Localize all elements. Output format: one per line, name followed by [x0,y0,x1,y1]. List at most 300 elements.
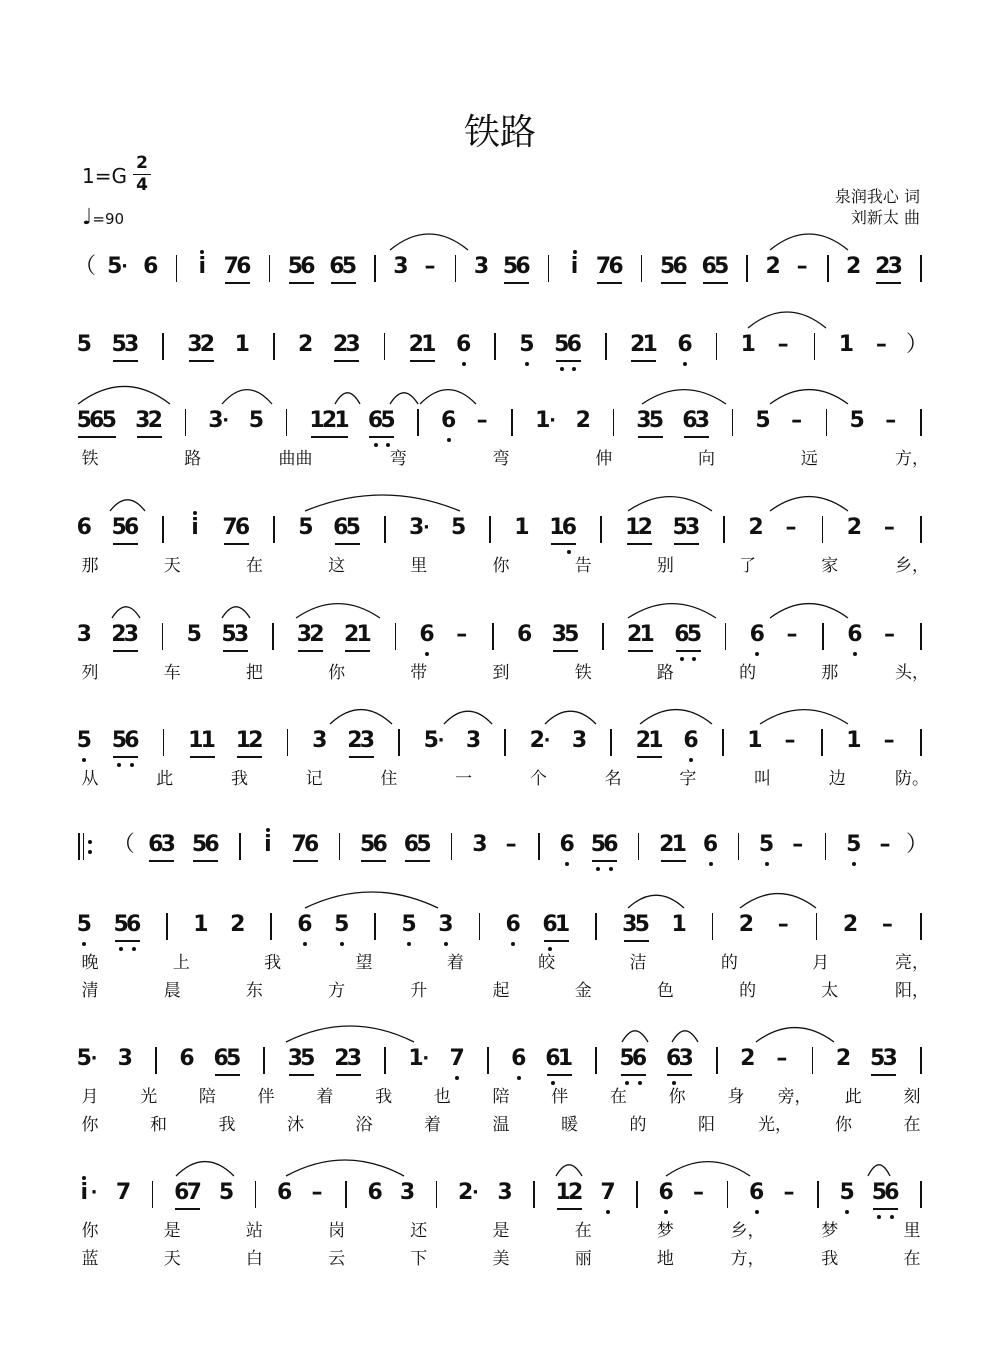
lyric-word: 这 [328,556,346,576]
note: 1 [200,728,216,753]
lyric-word: 路 [184,449,202,469]
slur-arc [642,390,726,404]
underline-beam [215,1074,240,1076]
note: 6 [304,832,320,857]
note: 5 [111,728,128,753]
note: – [796,254,808,279]
note: 2 [458,1180,474,1205]
note: 3 [160,832,176,857]
note: 3 [636,408,652,433]
bar-line [155,1047,157,1074]
lyric-word: 白 [245,1249,263,1269]
bar-line [613,409,615,436]
octave-dot-low [374,443,378,447]
slur-arc [666,1162,750,1176]
lyric-word: 站 [245,1221,263,1241]
note: 5 [225,1046,242,1071]
note: 6 [559,832,575,857]
lyric-word: 在 [245,556,263,576]
slur-arc [628,604,716,618]
lyric-word: 字 [679,769,697,789]
note: 6 [674,622,690,647]
note: 1 [846,728,862,753]
bar-line [920,409,922,436]
note: – [777,332,789,357]
note: – [885,408,897,433]
bar-line [286,409,288,436]
note: 1 [234,332,250,357]
note: – [692,1180,704,1205]
bar-line [822,623,824,650]
note: 5 [423,728,439,753]
lyric-word: 曲曲 [278,449,313,469]
underline-beam [223,650,248,652]
slur-arc [770,604,848,618]
bar-line [610,729,612,756]
note: – [879,832,891,857]
note: 5 [672,515,688,540]
slur-arc [628,895,684,908]
bar-line [273,516,275,543]
bar-line [436,1181,438,1208]
underline-beam [175,1208,200,1210]
slurs [0,728,1000,729]
note: 3 [393,254,409,279]
note: 2 [637,515,653,540]
underline-beam [628,650,653,652]
note: 1 [356,622,372,647]
bar-line [176,255,178,282]
lyric-word: 你 [81,1115,99,1135]
lyric-word: 色 [656,981,674,1001]
bar-line [826,409,828,436]
slurs [0,912,1000,913]
note: 5 [380,408,396,433]
underline-beam [684,436,709,438]
bar-line [920,729,922,756]
lyric-word: 伴 [551,1087,569,1107]
lyric-word: 清 [81,981,99,1001]
tempo-value: =90 [92,210,125,228]
note: 5 [107,254,123,279]
underline-beam [597,282,622,284]
note: 6 [333,515,349,540]
note: 6 [505,912,521,937]
bar-line [538,833,540,860]
bar-line [548,255,550,282]
note: 6 [677,332,693,357]
note: 6 [125,912,142,937]
repeat-sign-thin [83,833,84,860]
note: 2 [765,254,781,279]
octave-dot-low [567,550,571,554]
underline-beam [361,860,386,862]
note: 1 [549,515,565,540]
note: 1 [642,332,658,357]
note: 6 [672,254,688,279]
underline-beam [349,756,374,758]
note: 5 [334,912,350,937]
note: 6 [682,408,698,433]
bar-line [489,516,491,543]
lyric-word: 在 [574,1221,592,1241]
lyric-word: 了 [739,556,757,576]
note: 3 [399,1180,416,1205]
bar-line [479,913,481,940]
note: 1 [309,408,325,433]
note: 6 [367,408,384,433]
note: 6 [174,1180,190,1205]
bar-line [152,1181,154,1208]
lyric-word: 还 [410,1221,428,1241]
slurs [0,332,1000,333]
bar-line [374,255,376,282]
lyricist-credit: 泉润我心 词 [834,187,920,206]
lyric-word: 沐 [287,1115,304,1135]
lyric-word: 金 [574,981,592,1001]
slur-arc [756,1028,834,1042]
lyric-word: 晨 [163,981,181,1001]
note: 7 [449,1046,465,1071]
note: 3 [296,622,313,647]
note: – [777,912,789,937]
slur-arc [110,500,145,511]
note: 7 [186,1180,202,1205]
note: – [476,408,488,433]
note: 5 [248,408,265,433]
bar-line [920,1047,922,1074]
note: 6 [234,515,251,540]
lyric-word: 和 [150,1115,167,1135]
octave-dot-low [755,652,759,656]
note: 6 [847,622,863,647]
bar-line [825,833,827,860]
slur-arc [748,312,826,328]
lyric-word: 的 [720,953,738,973]
note: 6 [516,622,533,647]
note: 2 [842,912,859,937]
note: 1 [421,332,437,357]
lyric-word: 的 [629,1115,647,1135]
underline-beam [293,860,318,862]
slurs [0,515,1000,516]
note: 5 [755,408,771,433]
underline-beam [553,650,578,652]
bar-line [712,913,714,940]
note: · [90,1182,98,1203]
note: 2 [297,332,314,357]
slur-arc [296,604,380,618]
note: 5 [76,408,92,433]
bar-line [533,1181,535,1208]
octave-dot-low [680,657,684,661]
note: 3 [76,622,92,647]
note: 6 [148,832,164,857]
note: 6 [419,622,435,647]
note: 2 [111,622,127,647]
note: 1 [188,728,204,753]
note: 1 [671,832,687,857]
lyric-word: 东 [245,981,263,1001]
underline-beam [149,860,174,862]
note: 5 [416,832,432,857]
lyric-word: 晚 [81,953,99,973]
note: i [264,832,272,857]
note: 6 [76,515,92,540]
octave-dot-low [455,1076,459,1080]
note: 2 [835,1046,852,1071]
lyric-word: 在 [903,1115,921,1135]
underline-beam [369,436,394,438]
note: 5 [713,254,730,279]
note: 6 [124,728,140,753]
note: 3 [287,1046,303,1071]
bar-line [822,516,824,543]
note: 6 [236,254,252,279]
slur-arc [444,711,492,724]
bar-line [162,623,164,650]
note: 5 [345,515,361,540]
note: 1 [625,515,641,540]
lyric-word: 梦 [821,1221,839,1241]
lyric-word: 防。 [895,769,929,789]
note: 6 [213,1046,229,1071]
note: 5 [870,1046,886,1071]
bar-line [492,623,494,650]
underline-beam [667,1074,692,1076]
octave-dot-low [606,1210,610,1214]
note: 6 [603,832,619,857]
lyric-word: 升 [410,981,428,1001]
note: 6 [884,1180,900,1205]
octave-dot-low [117,763,121,767]
octave-dot-low [444,942,448,946]
bar-line [746,255,748,282]
bar-line [605,333,607,360]
note: 5 [590,832,606,857]
bar-line [374,913,376,940]
note: 5 [758,832,775,857]
lyric-word: 那 [81,556,99,576]
underline-beam [405,860,430,862]
octave-dot-low [462,362,466,366]
bar-line [162,333,164,360]
underline-beam [298,650,323,652]
bar-line [920,516,922,543]
lyric-word: 岗 [328,1221,346,1241]
underline-beam [410,360,435,362]
octave-dot-low [303,942,307,946]
note: 5 [634,912,650,937]
underline-beam [224,543,249,545]
note: i [80,1180,89,1205]
bar-line [600,516,602,543]
underline-beam [115,940,140,942]
note: 5 [849,408,865,433]
note: – [791,408,803,433]
note: 3 [678,1046,694,1071]
slurs [0,254,1000,255]
underline-beam [556,360,581,362]
slur-arc [770,234,848,250]
note: 2 [740,1046,756,1071]
slur-arc [305,892,438,908]
underline-beam [113,543,138,545]
slur-arc [556,1165,582,1176]
bar-line [395,623,397,650]
note: 1 [554,912,571,937]
lyric-word: 里 [903,1221,921,1241]
note: 5 [502,254,519,279]
note: 5 [564,622,580,647]
lyric-word: 我 [264,953,282,973]
note: 5 [839,1180,855,1205]
note: 5 [111,332,127,357]
note: 7 [600,1180,616,1205]
note: 3 [345,332,361,357]
note: 6 [372,832,388,857]
lyric-word: 你 [81,1221,99,1241]
lyric-word: 我 [218,1115,236,1135]
bar-line [185,409,187,436]
note: 6 [277,1180,293,1205]
underline-beam [557,1208,582,1210]
octave-dot-high [266,828,270,832]
note: 2 [343,622,360,647]
bar-line [816,913,818,940]
song-title: 铁路 [463,112,536,153]
note: 6 [403,832,420,857]
note: 5 [186,622,202,647]
lyric-word: 乡， [895,556,929,576]
bar-line [812,1047,814,1074]
note: 5 [76,1046,92,1071]
note: · [222,410,230,431]
note: 1 [740,332,756,357]
lyric-word: 此 [156,769,174,789]
slur-arc [770,390,848,404]
underline-beam [190,756,215,758]
note: 3 [123,622,140,647]
note: 2 [748,515,764,540]
note: – [881,912,893,937]
slur-arc [628,497,712,511]
lyric-word: 蓝 [81,1249,99,1269]
octave-dot-low [340,942,344,946]
underline-beam [336,1074,361,1076]
note: 2 [332,332,349,357]
octave-dot-low [596,867,600,871]
underline-beam [289,282,314,284]
note: 5 [298,515,314,540]
note: 3 [346,1046,362,1071]
lyric-word: 我 [230,769,248,789]
note: – [456,622,468,647]
note: – [424,254,436,279]
bar-line [255,1181,257,1208]
bar-line [920,1181,922,1208]
note: · [90,1048,98,1069]
note: 3 [887,254,903,279]
note: · [549,410,556,431]
octave-dot-low [765,862,769,866]
note: 5 [401,912,417,937]
note: 3 [571,728,588,753]
underline-beam [504,282,529,284]
lyric-word: 起 [492,981,510,1001]
lyric-word: 阳， [895,981,929,1001]
lyric-word: 一 [455,769,473,789]
note: 5 [76,728,92,753]
slurs [0,408,1000,409]
lyric-word: 铁 [81,449,99,469]
bar-line [636,1181,638,1208]
note: · [437,730,445,751]
note: 2 [147,408,163,433]
note: 6 [658,1180,674,1205]
lyric-word: 梦 [656,1221,674,1241]
note: 5 [648,408,665,433]
underline-beam [551,543,576,545]
underline-beam [547,1074,572,1076]
note: 6 [665,1046,682,1071]
slur-arc [112,607,140,618]
octave-dot-low [638,1081,642,1085]
lyric-word: 美 [492,1249,510,1269]
bar-line [239,833,241,860]
lyric-word: 方， [730,1249,765,1269]
slur-arc [868,1165,890,1176]
note: 7 [291,832,307,857]
note: 6 [297,912,313,937]
note: 1 [535,408,551,433]
note: 6 [566,332,582,357]
underline-beam [289,1074,314,1076]
lyric-word: 方 [328,981,346,1001]
note: 7 [595,254,612,279]
lyric-word: 带 [410,663,428,683]
note: 3 [882,1046,898,1071]
note: · [121,256,128,277]
lyric-word: 弯 [492,449,510,469]
note: 3 [135,408,151,433]
note: 1 [838,332,855,357]
underline-beam [661,282,686,284]
underline-beam [189,360,214,362]
note: 2 [408,332,424,357]
note: 2 [347,728,363,753]
bar-line [339,833,341,860]
note: 6 [511,1046,527,1071]
note: 5 [871,1180,888,1205]
note: 5 [218,1180,235,1205]
underline-beam [876,282,901,284]
lyric-word: 皎 [538,953,556,973]
bar-line [821,729,823,756]
note: 3 [694,408,711,433]
note: 6 [367,1180,383,1205]
note: 3 [438,912,454,937]
bar-line [827,255,829,282]
repeat-dot [88,840,92,844]
underline-beam [137,436,162,438]
note: 6 [143,254,159,279]
bar-line [817,1181,819,1208]
bar-line [727,1181,729,1208]
lyric-word: 向 [698,449,715,469]
note: 5 [659,254,676,279]
note: 5 [846,832,862,857]
